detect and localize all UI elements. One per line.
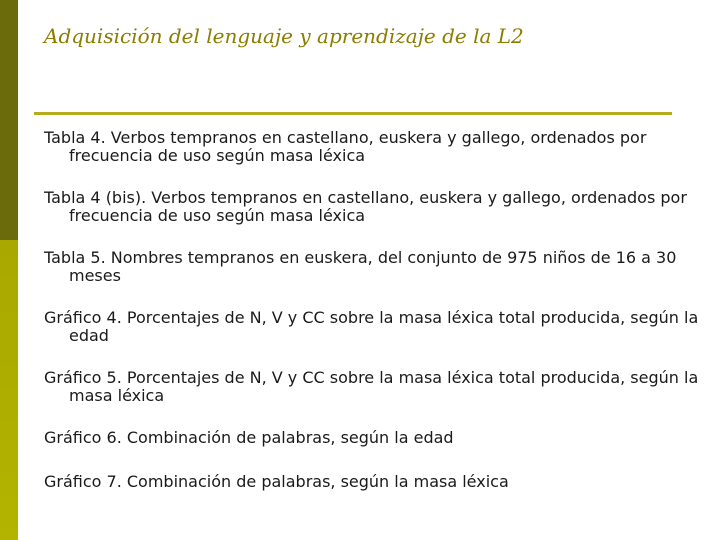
list-item: Tabla 5. Nombres tempranos en euskera, del conjunto de 975 niños de 16 a 30 meses [44, 248, 677, 285]
list-item: Gráfico 6. Combinación de palabras, según la edad [44, 428, 454, 447]
list-item: Gráfico 7. Combinación de palabras, según la masa léxica [44, 472, 509, 491]
list-item: Tabla 4 (bis). Verbos tempranos en castellano, euskera y gallego, ordenados por frecuencia de uso según masa léxica [44, 188, 687, 225]
slide-title: Adquisición del lenguaje y aprendizaje de la L2 [44, 24, 524, 48]
list-item: Gráfico 4. Porcentajes de N, V y CC sobre la masa léxica total producida, según la edad [44, 308, 699, 345]
list-item: Gráfico 5. Porcentajes de N, V y CC sobre la masa léxica total producida, según la masa léxica [44, 368, 699, 405]
list-item: Tabla 4. Verbos tempranos en castellano, euskera y gallego, ordenados por frecuencia de uso según masa léxica [44, 128, 647, 165]
sidebar-accent-bar [0, 0, 18, 540]
title-divider [34, 112, 672, 115]
